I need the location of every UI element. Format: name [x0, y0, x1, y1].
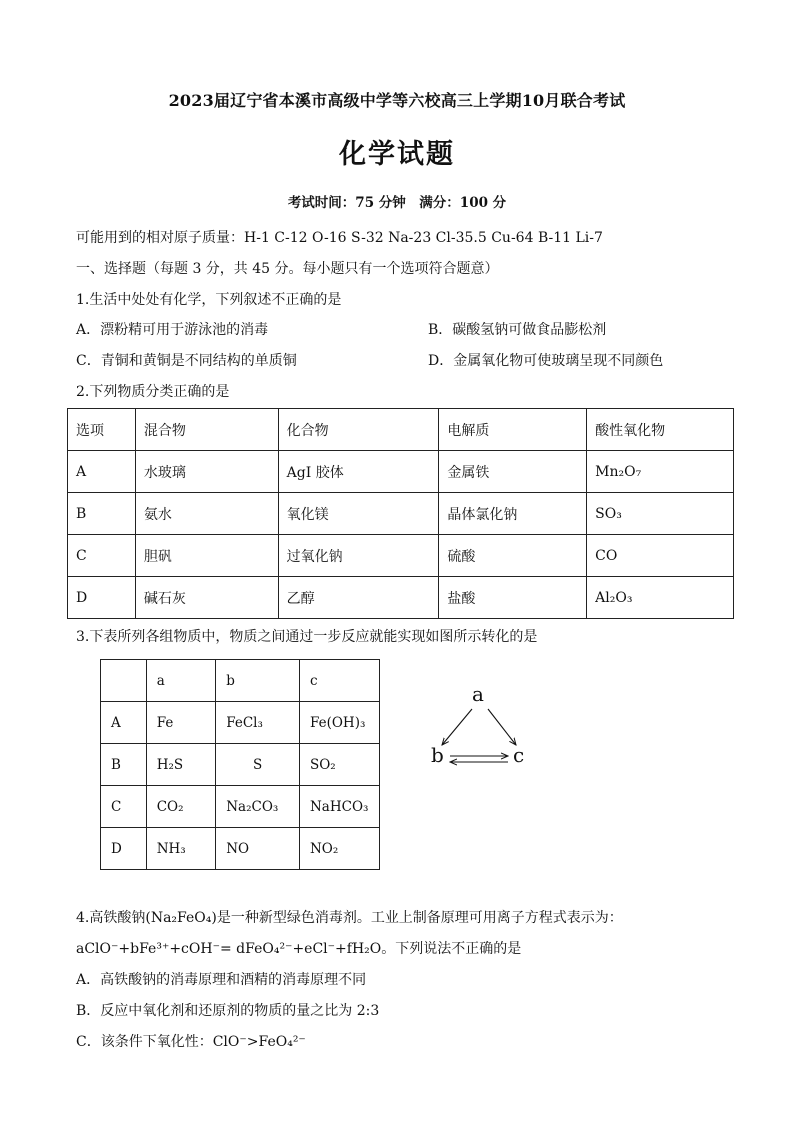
table-cell: S	[216, 744, 300, 786]
q2-table	[67, 408, 734, 619]
table-header-cell: 混合物	[135, 409, 278, 451]
q4-equation: aClO⁻+bFe³⁺+cOH⁻= dFeO₄²⁻+eCl⁻+fH₂O。下列说法不正确的是	[76, 941, 522, 957]
table-cell: A	[68, 451, 136, 493]
table-cell: 晶体氯化钠	[439, 493, 587, 535]
q1-option-b: B．碳酸氢钠可做食品膨松剂	[428, 322, 607, 338]
atomic-masses: 可能用到的相对原子质量：H-1 C-12 O-16 S-32 Na-23 Cl-35.5 Cu-64 B-11 Li-7	[76, 230, 603, 246]
table-cell: 氨水	[135, 493, 278, 535]
table-row	[68, 493, 734, 535]
q1-option-d: D．金属氧化物可使玻璃呈现不同颜色	[428, 353, 664, 369]
table-header-cell: a	[146, 660, 216, 702]
table-cell: FeCl₃	[216, 702, 300, 744]
table-cell: Fe(OH)₃	[299, 702, 379, 744]
table-cell: 乙醇	[278, 577, 439, 619]
table-cell: CO	[587, 535, 734, 577]
q1-options-row2	[76, 351, 716, 371]
q4-option-c: C．该条件下氧化性：ClO⁻>FeO₄²⁻	[76, 1034, 306, 1050]
table-cell: NO₂	[299, 828, 379, 870]
table-cell: 过氧化钠	[278, 535, 439, 577]
table-cell: B	[68, 493, 136, 535]
table-cell: 氧化镁	[278, 493, 439, 535]
table-row	[68, 535, 734, 577]
q1-option-a: A．漂粉精可用于游泳池的消毒	[76, 322, 269, 338]
diagram-label-c: c	[513, 743, 525, 767]
table-header-row	[68, 409, 734, 451]
diagram-label-a: a	[472, 682, 484, 706]
section-heading: 一、选择题（每题 3 分，共 45 分。每小题只有一个选项符合题意）	[76, 261, 499, 277]
table-cell: SO₂	[299, 744, 379, 786]
table-row	[101, 786, 380, 828]
table-cell: 盐酸	[439, 577, 587, 619]
q4-option-b: B．反应中氧化剂和还原剂的物质的量之比为 2:3	[76, 1003, 380, 1019]
table-cell: B	[101, 744, 147, 786]
table-cell: 水玻璃	[135, 451, 278, 493]
table-cell: C	[68, 535, 136, 577]
table-cell: H₂S	[146, 744, 216, 786]
arrow-a-to-b	[442, 709, 472, 745]
table-row	[101, 828, 380, 870]
table-header-cell: 选项	[68, 409, 136, 451]
table-header-cell: 化合物	[278, 409, 439, 451]
table-cell: C	[101, 786, 147, 828]
table-cell: 金属铁	[439, 451, 587, 493]
diagram-label-b: b	[431, 743, 444, 767]
table-header-cell: b	[216, 660, 300, 702]
table-row	[68, 451, 734, 493]
table-cell: SO₃	[587, 493, 734, 535]
table-row	[101, 702, 380, 744]
q1-options-row1	[76, 320, 716, 340]
table-row	[101, 744, 380, 786]
table-cell: Fe	[146, 702, 216, 744]
table-row	[68, 577, 734, 619]
arrow-a-to-c	[488, 709, 516, 745]
table-header-cell: 酸性氧化物	[587, 409, 734, 451]
table-header-cell	[101, 660, 147, 702]
table-cell: Na₂CO₃	[216, 786, 300, 828]
table-header-row	[101, 660, 380, 702]
conversion-diagram	[420, 682, 540, 782]
table-cell: AgI 胶体	[278, 451, 439, 493]
table-cell: Mn₂O₇	[587, 451, 734, 493]
table-cell: CO₂	[146, 786, 216, 828]
table-cell: Al₂O₃	[587, 577, 734, 619]
table-cell: NO	[216, 828, 300, 870]
table-cell: NH₃	[146, 828, 216, 870]
table-cell: A	[101, 702, 147, 744]
q4-option-a: A．高铁酸钠的消毒原理和酒精的消毒原理不同	[76, 972, 367, 988]
table-header-cell: c	[299, 660, 379, 702]
q2-stem: 2.下列物质分类正确的是	[76, 384, 230, 400]
table-cell: NaHCO₃	[299, 786, 379, 828]
q3-table	[100, 659, 380, 870]
q3-stem: 3.下表所列各组物质中，物质之间通过一步反应就能实现如图所示转化的是	[76, 629, 538, 645]
table-cell: 胆矾	[135, 535, 278, 577]
table-header-cell: 电解质	[439, 409, 587, 451]
table-cell: 碱石灰	[135, 577, 278, 619]
table-cell: 硫酸	[439, 535, 587, 577]
q4-stem: 4.高铁酸钠(Na₂FeO₄)是一种新型绿色消毒剂。工业上制备原理可用离子方程式表示为：	[76, 910, 623, 926]
q1-option-c: C．青铜和黄铜是不同结构的单质铜	[76, 353, 297, 369]
table-cell: D	[68, 577, 136, 619]
subject-title: 化学试题	[339, 139, 455, 170]
exam-title: 2023届辽宁省本溪市高级中学等六校高三上学期10月联合考试	[168, 91, 626, 110]
table-cell: D	[101, 828, 147, 870]
q1-stem: 1.生活中处处有化学，下列叙述不正确的是	[76, 292, 342, 308]
time-score: 考试时间：75 分钟 满分：100 分	[287, 195, 507, 211]
